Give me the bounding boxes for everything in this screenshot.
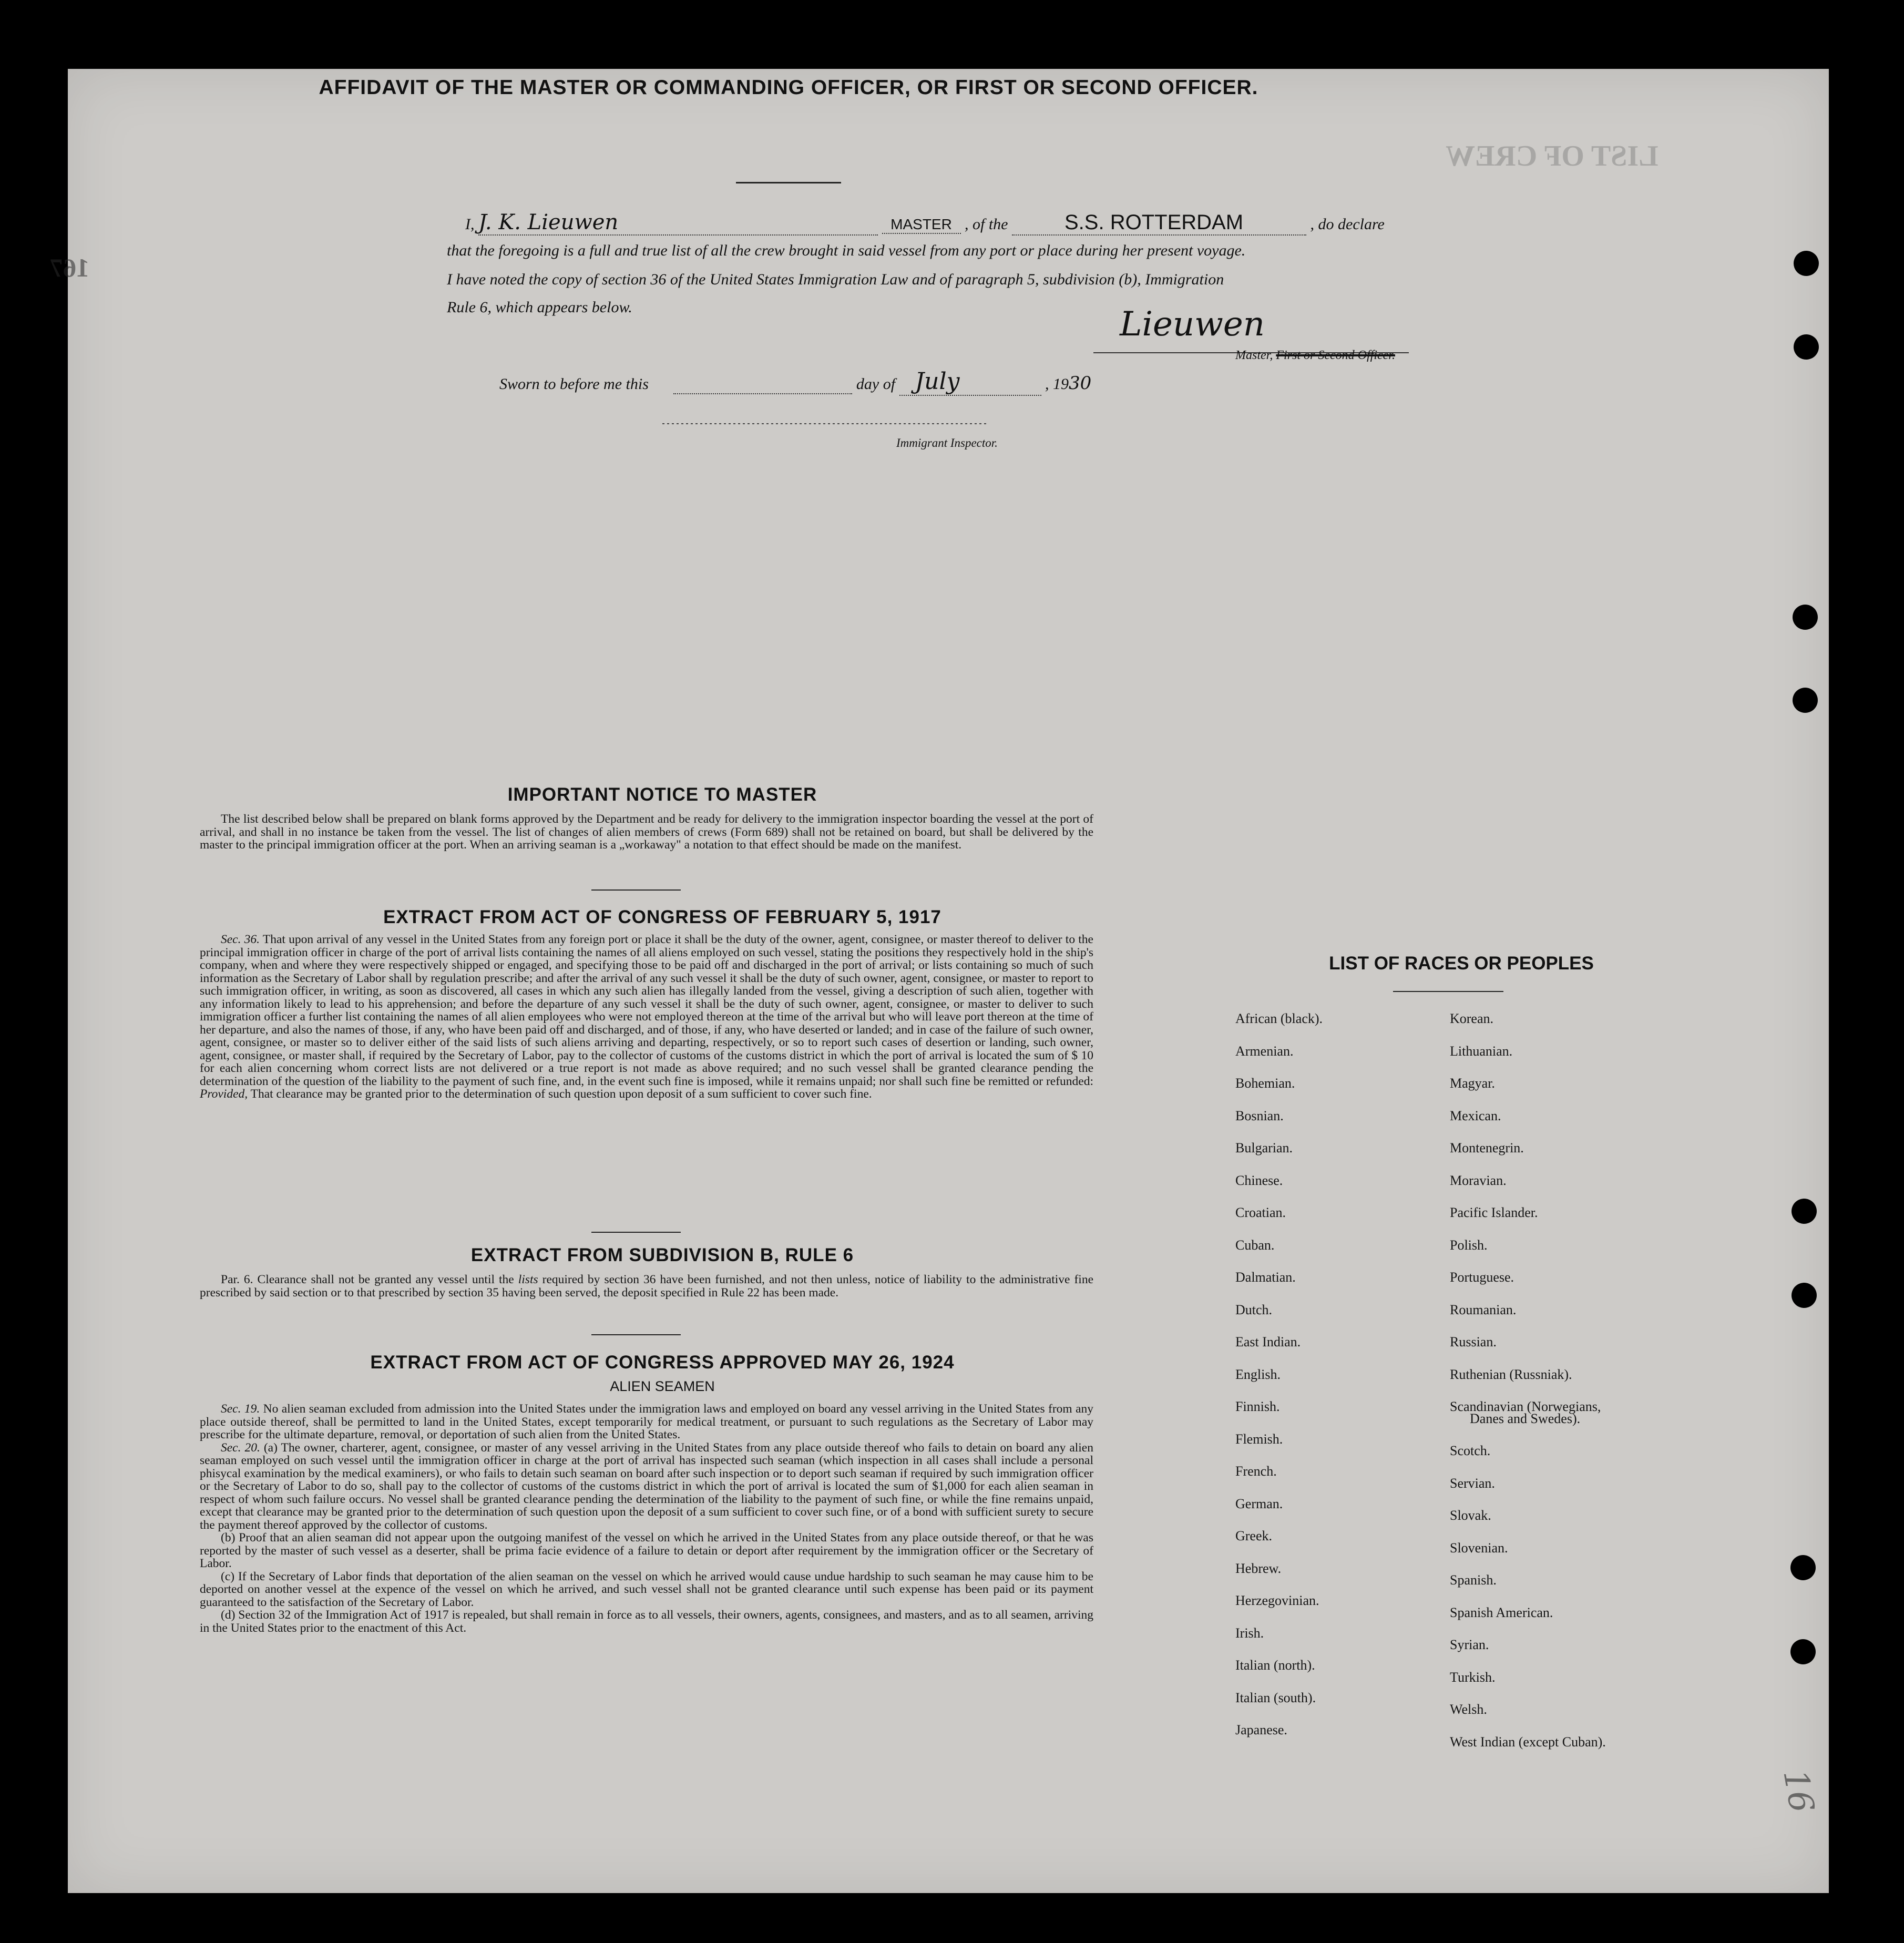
sec-20a-paragraph [200, 1441, 1093, 1532]
provided-label: Provided, [200, 1087, 248, 1101]
race-item: Russian. [1450, 1334, 1497, 1349]
sec-36-paragraph [200, 933, 1093, 1101]
punch-hole [1794, 251, 1819, 276]
race-item: Servian. [1450, 1475, 1495, 1491]
race-item: Finnish. [1235, 1399, 1280, 1414]
race-item: Pacific Islander. [1450, 1205, 1538, 1220]
affidavit-line-3: I have noted the copy of section 36 of the United States Immigration Law and of paragraph 5, subdivision (b), Immigration [447, 271, 1224, 288]
affidavit-line-1 [465, 210, 1385, 236]
race-item: Herzegovinian. [1235, 1593, 1319, 1608]
affidavit-line-4: Rule 6, which appears below. [447, 299, 632, 316]
race-item: Ruthenian (Russniak). [1450, 1366, 1572, 1382]
race-item: Armenian. [1235, 1043, 1294, 1059]
race-item: Italian (north). [1235, 1658, 1315, 1673]
rule-6-divider [591, 1334, 681, 1335]
inspector-label: Immigrant Inspector. [896, 436, 998, 449]
struck-officer-label: First or Second Officer. [1276, 349, 1395, 362]
sec-20a-text: (a) The owner, charterer, agent, consignee, or master of any vessel arriving in the United States from any place outside thereof who fails to detain on board any alien seaman employed on such vessel until the immigration officer in charge at the port of arrival has inspected such seaman (which inspection in all cases shall include a personal phisycal examination by the medical examiners), or who fails to detain such seaman on board after such inspection or to deport such seaman if required by such immigration officer or the Secretary of Labor to do so, shall pay to the collector of customs of the customs district in which the port of arrival is located the sum of $1,000 for each alien seaman in respect of whom such failure occurs. No vessel shall be granted clearance pending the determination of the liability to the payment of such fine, or while the fine remains unpaid, except that clearance may be granted prior to the determination of such question upon the deposit of a sum sufficient to cover such fine, or of a bond with sufficient surety to secure the payment thereof approved by the collector of customs. [200, 1440, 1093, 1532]
notice-paragraph: The list described below shall be prepared on blank forms approved by the Department and be ready for delivery to the immigration inspector boarding the vessel at the port of arrival, and shall in no instance be taken from the vessel. The list of changes of alien members of crews (Form 689) shall not be retained on board, but shall be delivered by the master to the principal immigration officer at the port. When an arriving seaman is a „workaway" a notation to that effect should be made on the manifest. [200, 812, 1093, 852]
i-label: I, [465, 216, 475, 233]
sec-36-label: Sec. 36. [221, 933, 260, 946]
sec-19-paragraph [200, 1403, 1093, 1441]
race-item: Danes and Swedes). [1470, 1410, 1581, 1426]
race-item: Dalmatian. [1235, 1270, 1296, 1285]
race-item: Moravian. [1450, 1172, 1507, 1188]
sec-36-text: That upon arrival of any vessel in the United States from any foreign port or place it shall be the duty of the owner, agent, consignee, or master thereof to deliver to the principal immigration officer in charge of the port of arrival lists containing the names of all aliens employed on such vessel, stating the positions they respectively hold in the ship's company, when and where they were respectively shipped or engaged, and specifying those to be paid off and discharged in the port of arrival; or lists containing so much of such information as the Secretary of Labor shall by regulation prescribe; and after the arrival of any such vessel it shall be the duty of such owner, agent, consignee, or master to report to such immigration officer, in writing, as soon as discovered, all cases in which any such alien has illegally landed from the vessel, giving a description of such alien, together with any information likely to lead to his apprehension; and before the departure of any such vessel it shall be the duty of such owner, agent, consignee, or master to deliver to such immigration officer a further list containing the names of all alien employees who were not employed thereon at the time of the arrival but who will leave port thereon at the time of her departure, and also the names of those, if any, who have been paid off and discharged, and of those, if any, who have deserted or landed; and in case of the failure of such owner, agent, consignee, or master so to deliver either of the said lists of such aliens arriving and departing, respectively, or so to report such cases of desertion or landing, such owner, agent, consignee, or master shall, if required by the Secretary of Labor, pay to the collector of customs of the customs district in which the port of arrival is located the sum of $ 10 for each alien concerning whom correct lists are not delivered or a true report is not made as above required; and no such vessel shall be granted clearance pending the determination of the question of the liability to the payment of such fine, and, in the event such fine is imposed, while it remains unpaid; nor shall such fine be remitted or refunded: [200, 933, 1093, 1088]
affidavit-title: AFFIDAVIT OF THE MASTER OR COMMANDING OFFICER, OR FIRST OR SECOND OFFICER. [319, 76, 1258, 99]
act-1917-title: EXTRACT FROM ACT OF CONGRESS OF FEBRUARY 5, 1917 [383, 907, 941, 927]
race-item: Polish. [1450, 1237, 1488, 1253]
signature-caption [1235, 349, 1395, 363]
race-item: West Indian (except Cuban). [1450, 1734, 1606, 1750]
affidavit-line-2: that the foregoing is a full and true list of all the crew brought in said vessel from any port or place during her present voyage. [447, 242, 1246, 259]
punch-hole [1792, 1199, 1817, 1224]
act-1924-text [200, 1403, 1093, 1634]
act-1917-text [200, 933, 1093, 1101]
race-item: Turkish. [1450, 1669, 1496, 1685]
race-item: Cuban. [1235, 1237, 1275, 1253]
race-item: Spanish American. [1450, 1604, 1553, 1620]
sec-20d-paragraph: (d) Section 32 of the Immigration Act of 1917 is repealed, but shall remain in force as to all vessels, their owners, agents, consignees, and masters, and as to all seamen, arriving in the United States prior to the enactment of this Act. [200, 1608, 1093, 1635]
race-item: Syrian. [1450, 1637, 1489, 1652]
act-1917-divider [591, 1232, 681, 1233]
bleed-through-heading: LIST OF CREW [1446, 140, 1659, 172]
vessel-field [1012, 211, 1306, 236]
race-item: Bulgarian. [1235, 1140, 1293, 1155]
rule-6-title: EXTRACT FROM SUBDIVISION B, RULE 6 [470, 1245, 854, 1265]
race-item: Montenegrin. [1450, 1140, 1524, 1155]
race-item: Italian (south). [1235, 1690, 1316, 1705]
rule-6-text-a: Par. 6. Clearance shall not be granted any vessel until the [221, 1273, 514, 1286]
race-item: East Indian. [1235, 1334, 1301, 1349]
race-item: Flemish. [1235, 1431, 1283, 1447]
race-item: Chinese. [1235, 1172, 1283, 1188]
punch-hole [1790, 1555, 1816, 1580]
race-item: Portuguese. [1450, 1270, 1514, 1285]
races-title: LIST OF RACES OR PEOPLES [1329, 953, 1594, 974]
race-item: Mexican. [1450, 1108, 1501, 1123]
sworn-label: Sworn to before me this [499, 375, 649, 393]
race-item: African (black). [1235, 1011, 1323, 1026]
page-number-top: 167 [50, 253, 89, 282]
lists-word: lists [518, 1273, 538, 1286]
sec-19-label: Sec. 19. [221, 1402, 260, 1416]
sec-20b-paragraph: (b) Proof that an alien seaman did not appear upon the outgoing manifest of the vessel on which he arrived in the United States from any place outside thereof, or that he was reported by the master of such vessel as a deserter, shall be prima facie evidence of a failure to detain or deport after requirement by the immigration officer or the Secretary of Labor. [200, 1531, 1093, 1570]
sec-20-label: Sec. 20. [221, 1440, 260, 1455]
punch-hole [1794, 334, 1819, 360]
page-number-bottom: 16 [1775, 1766, 1821, 1816]
year-prefix: , 19 [1045, 375, 1069, 393]
race-item: German. [1235, 1496, 1283, 1511]
race-item: Slovak. [1450, 1508, 1491, 1523]
notice-divider [591, 889, 681, 891]
act-1924-title: EXTRACT FROM ACT OF CONGRESS APPROVED MAY 26, 1924 [370, 1352, 955, 1373]
of-the-label: , of the [965, 216, 1008, 233]
rule-6-text-b: required by section 36 have been furnished, and not then unless, notice of liability to the administrative fine prescribed by said section or to that prescribed by section 35 having been served, the deposit specified in Rule 22 has been made. [200, 1273, 1094, 1300]
race-item: Bohemian. [1235, 1076, 1295, 1091]
do-declare-label: , do declare [1310, 216, 1385, 233]
year-field: 30 [1069, 373, 1092, 394]
sworn-line [499, 368, 1091, 396]
races-divider [1393, 991, 1503, 992]
race-item: French. [1235, 1464, 1277, 1479]
sec-19-text: No alien seaman excluded from admission into the United States under the immigration laws and employed on board any vessel arriving in the United States from any place outside thereof, shall be permitted to land in the United States, except temporarily for medical treatment, or pursuant to such regulations as the Secretary of Labor may prescribe for the ultimate departure, removal, or deportation of such alien from the United States. [200, 1402, 1094, 1441]
notice-text [200, 813, 1093, 852]
race-item: Magyar. [1450, 1076, 1495, 1091]
race-item: Welsh. [1450, 1702, 1487, 1717]
race-item: Croatian. [1235, 1205, 1286, 1220]
race-item: Scandinavian (Norwegians, [1450, 1399, 1601, 1414]
race-item: Spanish. [1450, 1572, 1497, 1588]
race-item: Dutch. [1235, 1302, 1273, 1317]
punch-hole [1792, 1283, 1817, 1308]
notice-title: IMPORTANT NOTICE TO MASTER [507, 784, 817, 805]
month-field: July [899, 368, 1041, 396]
master-name-field: J. K. Lieuwen [478, 210, 878, 236]
race-item: Hebrew. [1235, 1560, 1282, 1576]
race-item: Scotch. [1450, 1443, 1491, 1458]
master-label: Master, [1235, 349, 1273, 362]
master-signature: Lieuwen [1120, 305, 1265, 344]
inspector-signature-line [662, 423, 988, 424]
day-of-label: day of [856, 375, 896, 393]
race-item: English. [1235, 1366, 1281, 1382]
race-item: Korean. [1450, 1011, 1494, 1026]
master-word: MASTER [890, 216, 952, 232]
race-item: Irish. [1235, 1625, 1264, 1641]
punch-hole [1793, 688, 1818, 713]
race-item: Slovenian. [1450, 1540, 1508, 1556]
vessel-name: S.S. ROTTERDAM [1064, 211, 1244, 234]
title-divider [736, 182, 841, 183]
act-1924-subtitle: ALIEN SEAMEN [610, 1378, 715, 1394]
race-item: Roumanian. [1450, 1302, 1517, 1317]
master-title-field [882, 216, 961, 234]
sec-20c-paragraph: (c) If the Secretary of Labor finds that deportation of the alien seaman on the vessel on which he arrived would cause undue hardship to such seaman he may cause him to be deported on another vessel at the expence of the vessel on which he arrived, and such vessel shall not be granted clearance until such expense has been paid or its payment guaranteed to the satisfaction of the Secretary of Labor. [200, 1569, 1093, 1609]
race-item: Bosnian. [1235, 1108, 1284, 1123]
punch-hole [1790, 1639, 1816, 1664]
rule-6-paragraph [200, 1273, 1093, 1299]
race-item: Greek. [1235, 1528, 1273, 1543]
day-field [673, 375, 852, 394]
punch-hole [1793, 605, 1818, 630]
race-item: Japanese. [1235, 1722, 1287, 1737]
race-item: Lithuanian. [1450, 1043, 1513, 1059]
sec-36-text-end: That clearance may be granted prior to the determination of such question upon deposit of a sum sufficient to cover such fine. [250, 1087, 872, 1101]
rule-6-text [200, 1273, 1093, 1299]
